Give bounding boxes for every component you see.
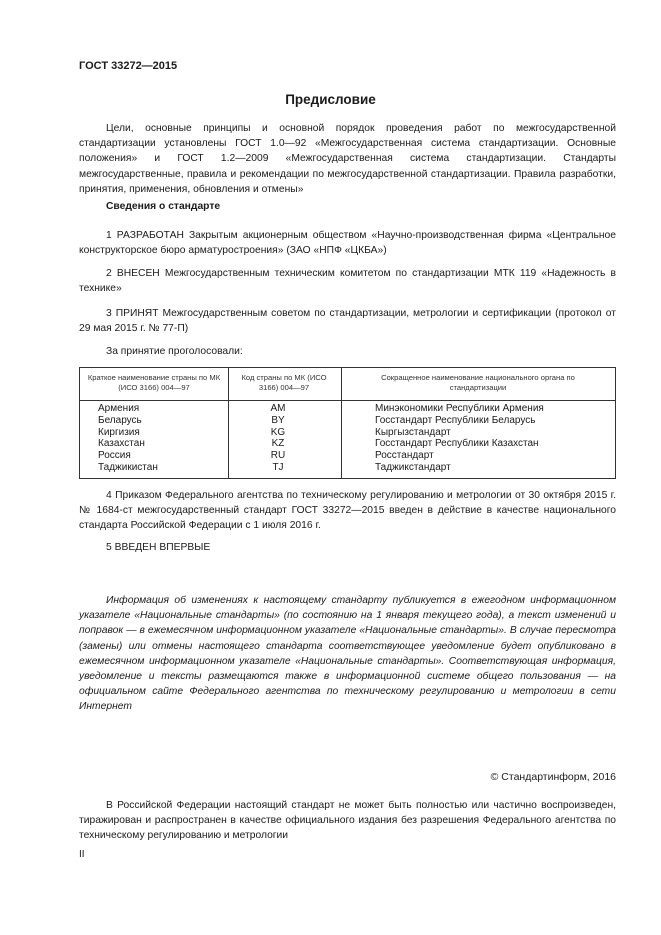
table-header-code: Код страны по МК (ИСО 3166) 004—97: [241, 373, 327, 392]
page-number: II: [79, 849, 85, 860]
table-header-divider: [80, 400, 615, 401]
copyright: © Стандартинформ, 2016: [490, 771, 616, 783]
table-code-column: AM BY KG KZ RU TJ: [270, 403, 286, 473]
table-country-column: Армения Беларусь Киргизия Казахстан Россия Таджикистан: [98, 403, 158, 473]
standard-code-header: ГОСТ 33272—2015: [79, 60, 178, 72]
item-5: 5 ВВЕДЕН ВПЕРВЫЕ: [106, 542, 211, 553]
changes-notice: Информация об изменениях к настоящему стандарту публикуется в ежегодном информационном указателе «Национальные стандарты» (по состоянию на 1 января текущего года), а текст изменений и поправок — в ежемесячном информационном указателе «Национальные стандарты». В случае пересмотра (замены) или отмены настоящего стандарта соответствующее уведомление будет опубликовано в ежемесячном информационном указателе «Национальные стандарты». Соответствующая информация, уведомление и тексты размещаются также в информационной системе общего пользования — на официальном сайте Федерального агентства по техническому регулированию и метрологии в сети Интернет: [79, 595, 616, 713]
table-divider: [341, 368, 342, 478]
item-1: 1 РАЗРАБОТАН Закрытым акционерным обществом «Научно-производственная фирма «Центральное конструкторское бюро арматуростроения» (ЗАО «НПФ «ЦКБА»): [79, 230, 616, 257]
item-3: 3 ПРИНЯТ Межгосударственным советом по стандартизации, метрологии и сертификации (протокол от 29 мая 2015 г. № 77-П): [79, 308, 616, 335]
voting-table: [79, 367, 616, 479]
table-body-column: Минэкономики Республики Армения Госстандарт Республики Беларусь Кыргызстандарт Госстандарт Республики Казахстан Росстандарт Таджикстандарт: [375, 403, 544, 473]
item-2: 2 ВНЕСЕН Межгосударственным техническим комитетом по стандартизации МТК 119 «Надежность в технике»: [79, 268, 616, 295]
item-4: 4 Приказом Федерального агентства по техническому регулированию и метрологии от 30 октября 2015 г. № 1684-ст межгосударственный стандарт ГОСТ 33272—2015 введен в действие в качестве национального стандарта Российской Федерации с 1 июля 2016 г.: [79, 490, 616, 532]
intro-paragraph: Цели, основные принципы и основной порядок проведения работ по межгосударственной стандартизации установлены ГОСТ 1.0—92 «Межгосударственная система стандартизации. Основные положения» и ГОСТ 1.2—2009 «Межгосударственная система стандартизации. Стандарты межгосударственные, правила и рекомендации по межгосударственной стандартизации. Правила разработки, принятия, применения, обновления и отмены»: [79, 123, 616, 195]
info-heading: Сведения о стандарте: [106, 201, 221, 212]
table-header-country: Краткое наименование страны по МК (ИСО 3166) 004—97: [87, 373, 221, 392]
rights-notice: В Российской Федерации настоящий стандарт не может быть полностью или частично воспроизведен, тиражирован и распространен в качестве официального издания без разрешения Федерального агентства по техническому регулированию и метрологии: [79, 800, 616, 842]
table-header-body: Сокращенное наименование национального органа по стандартизации: [381, 373, 575, 392]
voted-label: За принятие проголосовали:: [106, 346, 243, 357]
page-title: Предисловие: [285, 92, 376, 107]
